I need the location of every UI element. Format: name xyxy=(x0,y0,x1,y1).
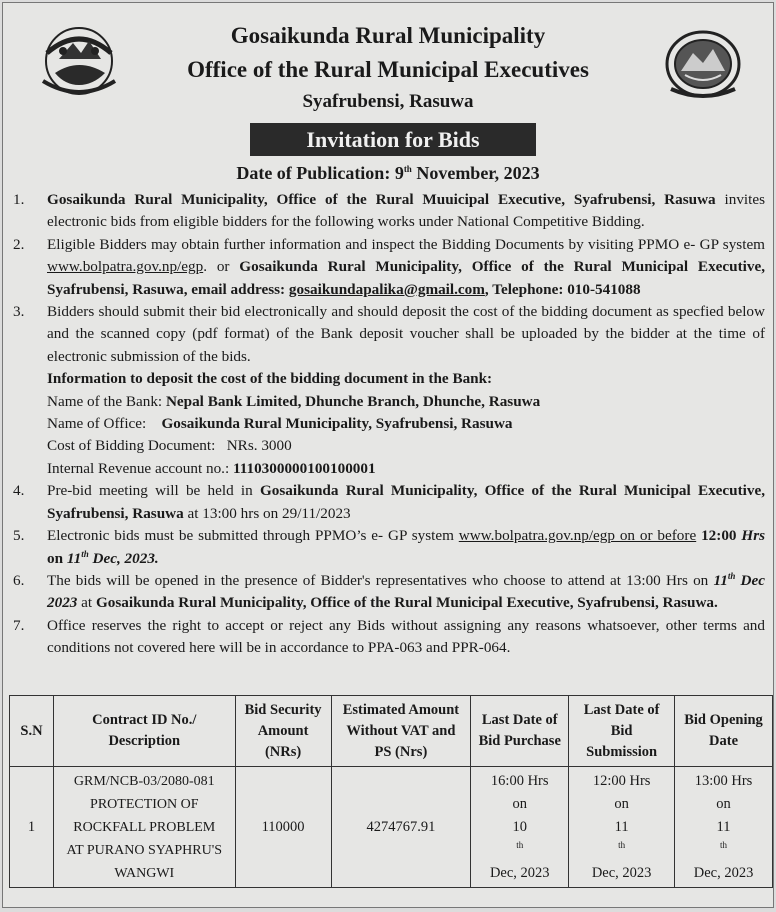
cell-description: GRM/NCB-03/2080-081 PROTECTION OF ROCKFALL PROBLEM AT PURANO SYAPHRU'S WANGWI xyxy=(53,767,235,888)
notice-body xyxy=(13,189,765,660)
cell-bid-security: 110000 xyxy=(235,767,331,888)
table-header-row xyxy=(10,696,773,767)
notice-page xyxy=(2,2,774,908)
bid-table xyxy=(9,695,773,888)
header-last-submission: Last Date of Bid Submission xyxy=(569,696,675,767)
cell-last-submission: 12:00 Hrs on 11 $^{th}$ Dec, 2023 xyxy=(569,767,675,888)
header-contract: Contract ID No./ Description xyxy=(53,696,235,767)
publication-date: Date of Publication: 9th November, 2023 xyxy=(236,163,540,183)
notice-title-banner: Invitation for Bids xyxy=(250,123,536,156)
header-last-purchase: Last Date of Bid Purchase xyxy=(471,696,569,767)
cell-opening-date: 13:00 Hrs on 11 $^{th}$ Dec, 2023 xyxy=(675,767,773,888)
cell-estimated-amount: 4274767.91 xyxy=(331,767,471,888)
clause-3: 3. Bidders should submit their bid electronically and should deposit the cost of the bidding document as specfied below and the scanned copy (pdf format) of the Bank deposit voucher shall be uploaded by the bidder at the time of electronic submission of the bids. xyxy=(13,303,765,365)
clause-2: 2. Eligible Bidders may obtain further information and inspect the Bidding Documents by visiting PPMO e- GP system www.bolpatra.gov.np/egp. or Gosaikunda Rural Municipality, Office of the Rural Municipal Executive, Syafrubensi, Rasuwa, email address: gosaikundapalika@gmail.com, Telephone: 010-541088 xyxy=(13,235,765,298)
municipality-name: Gosaikunda Rural Municipality xyxy=(230,23,546,48)
clause-5: 5. Electronic bids must be submitted through PPMO’s e- GP system www.bolpatra.gov.np/egp on or before 12:00 Hrs on 11th Dec, 2023. xyxy=(13,527,766,567)
header-bid-security: Bid Security Amount (NRs) xyxy=(235,696,331,767)
office-address: Syafrubensi, Rasuwa xyxy=(302,91,474,112)
header-sn: S.N xyxy=(10,696,54,767)
clause-4: 4. Pre-bid meeting will be held in Gosaikunda Rural Municipality, Office of the Rural Municipal Executive, Syafrubensi, Rasuwa at 13:00 hrs on 29/11/2023 xyxy=(13,482,766,522)
table-row xyxy=(10,767,773,888)
clause-7: 7. Office reserves the right to accept or reject any Bids without assigning any reasons whatsoever, other terms and conditions not covered here will be in accordance to PPA-063 and PPR-064. xyxy=(13,616,765,657)
cell-last-purchase: 16:00 Hrs on 10 $^{th}$ Dec, 2023 xyxy=(471,767,569,888)
cell-sn: 1 xyxy=(10,767,54,888)
clause-6: 6. The bids will be opened in the presence of Bidder's representatives who choose to attend at 13:00 Hrs on 11th Dec 2023 at Gosaikunda Rural Municipality, Office of the Rural Municipal Executive, Syafrubensi, Rasuwa. xyxy=(13,570,765,612)
email-link[interactable]: gosaikundapalika@gmail.com xyxy=(288,280,485,298)
header-estimated-amount: Estimated Amount Without VAT and PS (Nrs) xyxy=(331,696,471,767)
office-name: Office of the Rural Municipal Executives xyxy=(187,57,589,82)
clause-1: 1. Gosaikunda Rural Municipality, Office of the Rural Muuicipal Executive, Syafrubensi, Rasuwa invites electronic bids from eligible bidders for the following works under National Competitive Bidding. xyxy=(13,191,766,231)
bolpatra-link[interactable]: www.bolpatra.gov.np/egp xyxy=(47,258,204,276)
bolpatra-link-2[interactable]: www.bolpatra.gov.np/egp on or before xyxy=(458,527,697,545)
header-opening-date: Bid Opening Date xyxy=(675,696,773,767)
bank-deposit-info: Information to deposit the cost of the bidding document in the Bank: Name of the Bank: Nepal Bank Limited, Dhunche Branch, Dhunche, Rasuwa Name of Office: Gosaikunda Rural Municipality, Syafrubensi, Rasuwa Cost of Bidding Document: NRs. 3000 Internal Revenue account no.: 1110300000100100001 xyxy=(47,370,541,477)
